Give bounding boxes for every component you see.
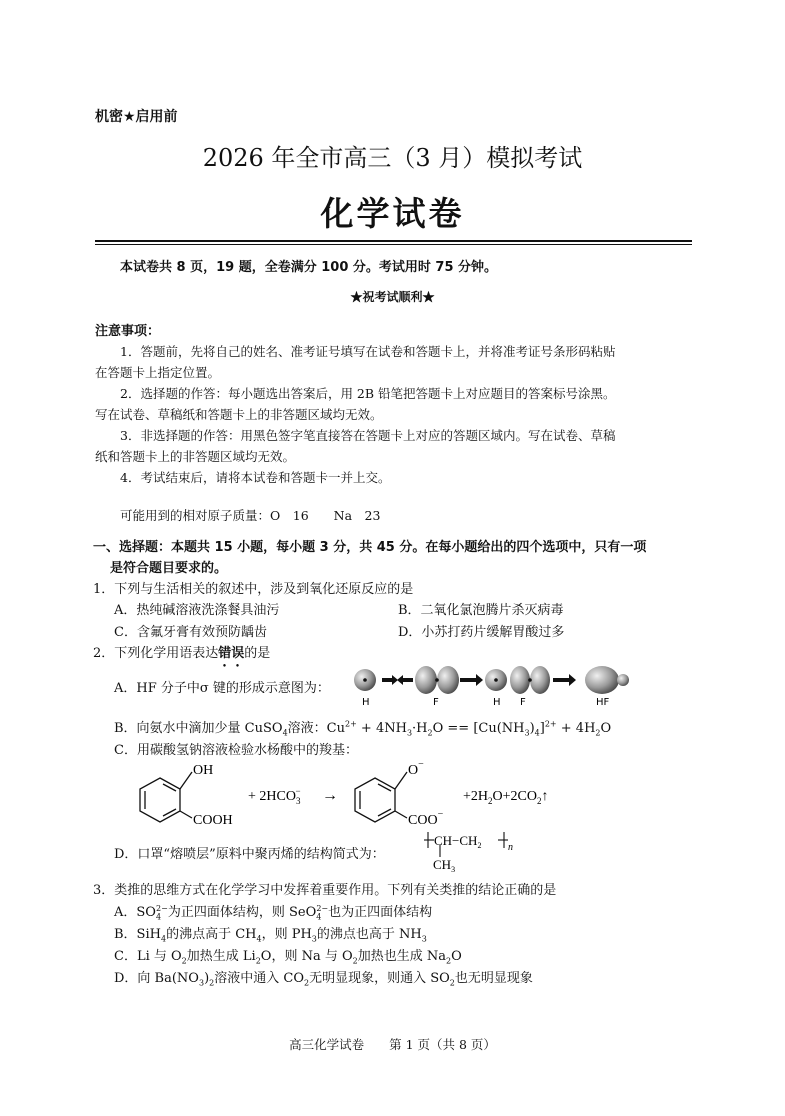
q3-option-a: A．$SO_4^{2-}$为正四面体结构，则 SeO$_4^{2-}$也为正四面体结构 <box>114 903 433 922</box>
intro-text: 本试卷共 8 页，19 题，全卷满分 100 分。考试用时 75 分钟。 <box>120 260 498 275</box>
q1-option-d: D．小苏打药片缓解胃酸过多 <box>398 625 565 640</box>
notice-item-2: 2．选择题的作答：每小题选出答案后，用 2B 铅笔把答题卡上对应题目的答案标号涂黑。 <box>120 386 616 401</box>
atomic-mass: 可能用到的相对原子质量：O 16 Na 23 <box>120 508 381 523</box>
divider-top <box>95 240 692 242</box>
label-h-1: H <box>362 697 370 708</box>
notice-item-2-cont: 写在试卷、草稿纸和答题卡上的非答题区域均无效。 <box>95 407 383 422</box>
products-text: $+2H_2O+2CO_2↑$ <box>463 789 549 806</box>
notice-item-3-cont: 纸和答题卡上的非答题区域均无效。 <box>95 449 296 464</box>
q3-option-c: C．Li 与 $O_2$加热生成 $Li_2O$，则 Na 与 $O_2$加热也生成 $Na_2O$ <box>114 949 462 966</box>
arrow-right-icon <box>553 674 576 686</box>
q3-stem: 3．类推的思维方式在化学学习中发挥着重要作用。下列有关类推的结论正确的是 <box>93 883 557 898</box>
notice-heading: 注意事项： <box>95 324 161 339</box>
label-hf: HF <box>596 697 610 708</box>
reaction-arrow: → <box>322 787 338 804</box>
label-f-2: F <box>520 697 526 708</box>
q1-option-a: A．热纯碱溶液洗涤餐具油污 <box>114 603 280 618</box>
q2-stem: 2．下列化学用语表达错误的是 <box>93 646 271 661</box>
q2-option-b: B．向氨水中滴加少量 CuSO$_4$溶液：$Cu^{2+} + 4NH_3\cdot H_2O == [Cu(NH_3)_4]^{2+} + 4H_2O$ <box>114 719 612 738</box>
polymer-n: n <box>508 842 513 853</box>
cooh-group: COOH <box>193 813 233 828</box>
carboxylate-group: COO− <box>408 809 444 828</box>
subject-title: 化学试卷 <box>320 194 465 233</box>
q3-option-d: D．向 $Ba(NO_3)_2$溶液中通入 $CO_2$无明显现象，则通入 $SO_2$也无明显现象 <box>114 971 533 988</box>
confidential-label: 机密★启用前 <box>95 109 178 125</box>
divider-bottom <box>95 244 692 245</box>
phenoxide-group: O− <box>408 759 424 778</box>
exam-title: 2026 年全市高三（3 月）模拟考试 <box>202 144 583 172</box>
orbital-h-s <box>354 669 376 691</box>
methyl-branch: $CH_3$ <box>433 857 456 872</box>
page-footer: 高三化学试卷 第 1 页（共 8 页） <box>289 1037 496 1052</box>
q1-option-b: B．二氧化氯泡腾片杀灭病毒 <box>398 603 564 618</box>
polymer-chain: $CH-CH_2$ <box>434 833 482 850</box>
q2-option-a: A．HF 分子中σ 键的形成示意图为： <box>114 681 330 696</box>
q3-option-b: B．SiH$_4$的沸点高于 $CH_4$，则 $PH_3$的沸点也高于 $NH_3$ <box>114 927 427 944</box>
orbital-f-p <box>415 666 459 694</box>
notice-item-1-cont: 在答题卡上指定位置。 <box>95 365 221 380</box>
q1-stem: 1．下列与生活相关的叙述中，涉及到氧化还原反应的是 <box>93 582 414 597</box>
benzene-ring-product <box>355 772 407 822</box>
orbital-overlap <box>485 666 550 694</box>
q1-option-c: C．含氟牙膏有效预防龋齿 <box>114 625 267 640</box>
q2-option-d: D．口罩“熔喷层”原料中聚丙烯的结构简式为： <box>114 847 385 862</box>
q2-emphasis: 错误 <box>218 646 245 661</box>
benzene-ring-reactant <box>140 772 192 822</box>
oh-group: OH <box>193 763 214 778</box>
notice-item-4: 4．考试结束后，请将本试卷和答题卡一并上交。 <box>120 470 391 485</box>
notice-item-1: 1．答题前，先将自己的姓名、准考证号填写在试卷和答题卡上，并将准考证号条形码粘贴 <box>120 344 616 359</box>
polypropylene-formula <box>420 828 530 872</box>
sigma-bond-diagram <box>350 664 640 708</box>
section1-title-cont: 是符合题目要求的。 <box>110 561 228 576</box>
orbital-hf <box>585 666 629 694</box>
q2-option-c: C．用碳酸氢钠溶液检验水杨酸中的羧基： <box>114 743 358 758</box>
notice-item-3: 3．非选择题的作答：用黑色签字笔直接答在答题卡上对应的答题区域内。写在试卷、草稿 <box>120 428 616 443</box>
section1-title: 一、选择题：本题共 15 小题，每小题 3 分，共 45 分。在每小题给出的四个选项中，只有一项 <box>93 540 647 555</box>
arrow-right-icon <box>382 675 398 685</box>
arrow-right-icon <box>460 674 483 686</box>
label-f-1: F <box>433 697 439 708</box>
label-h-2: H <box>493 697 501 708</box>
good-luck-text: ★祝考试顺利★ <box>350 290 435 304</box>
arrow-left-icon <box>397 675 413 685</box>
reagent-hco3: + $2HCO_3-$ <box>248 786 301 806</box>
salicylic-acid-equation <box>130 758 590 828</box>
